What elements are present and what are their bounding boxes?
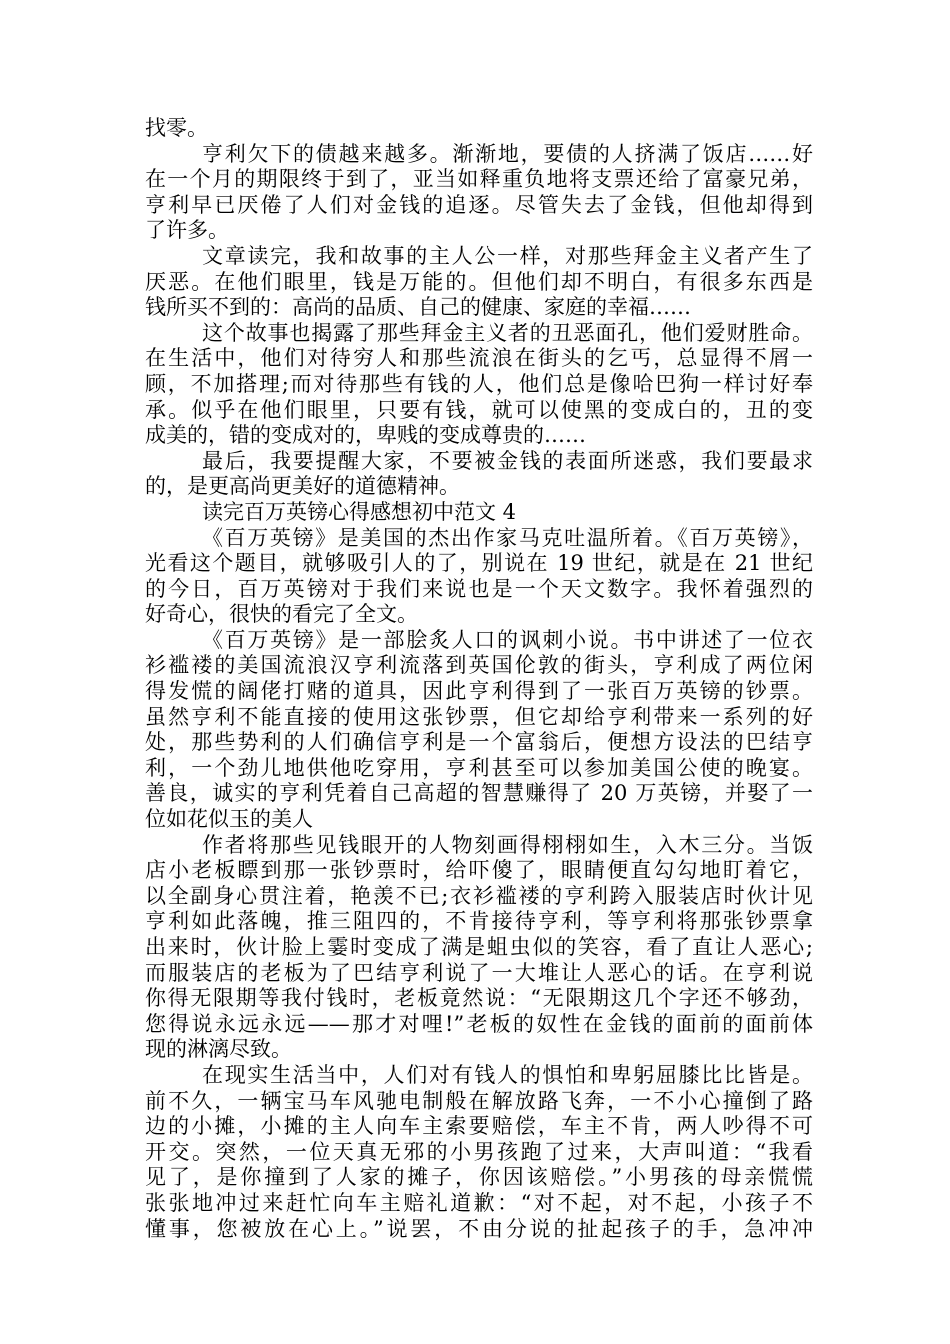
text-line: 前不久，一辆宝马车风驰电制般在解放路飞奔，一不小心撞倒了路	[145, 1088, 813, 1113]
text-line: 处，那些势利的人们确信亨利是一个富翁后，便想方设法的巴结亨	[145, 730, 813, 755]
text-line: 你得无限期等我付钱时，老板竟然说：“无限期这几个字还不够劲，	[145, 986, 813, 1011]
text-line: 的今日，百万英镑对于我们来说也是一个天文数字。我怀着强烈的	[145, 576, 813, 601]
text-line: 虽然亨利不能直接的使用这张钞票，但它却给亨利带来一系列的好	[145, 704, 813, 729]
text-line: 这个故事也揭露了那些拜金主义者的丑恶面孔，他们爱财胜命。	[202, 320, 813, 345]
text-line: 边的小摊，小摊的主人向车主索要赔偿，车主不肯，两人吵得不可	[145, 1114, 813, 1139]
document-page	[145, 116, 813, 1242]
text-line: 张张地冲过来赶忙向车主赔礼道歉：“对不起，对不起，小孩子不	[145, 1190, 813, 1215]
text-line: 在一个月的期限终于到了，亚当如释重负地将支票还给了富豪兄弟，	[145, 167, 813, 192]
text-line: 您得说永远永远——那才对哩!”老板的奴性在金钱的面前的面前体	[145, 1011, 813, 1036]
text-line: 亨利如此落魄，推三阻四的，不肯接待亨利，等亨利将那张钞票拿	[145, 909, 813, 934]
text-line: 找零。	[145, 116, 208, 140]
text-line: 善良，诚实的亨利凭着自己高超的智慧赚得了 20 万英镑，并娶了一	[145, 781, 813, 806]
text-line: 衫褴褛的美国流浪汉亨利流落到英国伦敦的街头，亨利成了两位闲	[145, 653, 813, 678]
text-line: 开交。突然，一位天真无邪的小男孩跑了过来，大声叫道：“我看	[145, 1139, 813, 1164]
text-line: 顾，不加搭理;而对待那些有钱的人，他们总是像哈巴狗一样讨好奉	[145, 371, 813, 396]
text-line: 承。似乎在他们眼里，只要有钱，就可以使黑的变成白的，丑的变	[145, 397, 813, 422]
text-line: 文章读完，我和故事的主人公一样，对那些拜金主义者产生了	[202, 243, 813, 268]
text-line: 而服装店的老板为了巴结亨利说了一大堆让人恶心的话。在亨利说	[145, 960, 813, 985]
text-line: 得发慌的阔佬打赌的道具，因此亨利得到了一张百万英镑的钞票。	[145, 679, 813, 704]
text-line: 的，是更高尚更美好的道德精神。	[145, 474, 460, 499]
text-line: 作者将那些见钱眼开的人物刻画得栩栩如生，入木三分。当饭	[202, 832, 813, 857]
text-line: 现的淋漓尽致。	[145, 1037, 292, 1062]
text-line: 钱所买不到的：高尚的品质、自己的健康、家庭的幸福……	[145, 295, 691, 320]
text-line: 厌恶。在他们眼里，钱是万能的。但他们却不明白，有很多东西是	[145, 269, 813, 294]
text-line: 位如花似玉的美人	[145, 807, 313, 832]
text-line: 在生活中，他们对待穷人和那些流浪在街头的乞丐，总显得不屑一	[145, 346, 813, 371]
text-line: 出来时，伙计脸上霎时变成了满是蛆虫似的笑容，看了直让人恶心;	[145, 935, 813, 959]
text-line: 在现实生活当中，人们对有钱人的惧怕和卑躬屈膝比比皆是。	[202, 1062, 813, 1087]
text-line: 利，一个劲儿地供他吃穿用，亨利甚至可以参加美国公使的晚宴。	[145, 755, 813, 780]
text-line: 了许多。	[145, 218, 229, 243]
text-line: 亨利欠下的债越来越多。渐渐地，要债的人挤满了饭店……好	[202, 141, 813, 166]
text-line: 好奇心，很快的看完了全文。	[145, 602, 418, 627]
text-line: 成美的，错的变成对的，卑贱的变成尊贵的……	[145, 423, 586, 448]
text-line: 读完百万英镑心得感想初中范文 4	[202, 499, 517, 524]
text-line: 懂事，您被放在心上。”说罢，不由分说的扯起孩子的手，急冲冲	[145, 1216, 813, 1241]
text-line: 最后，我要提醒大家，不要被金钱的表面所迷惑，我们要最求	[202, 448, 813, 473]
text-line: 《百万英镑》是美国的杰出作家马克吐温所着。《百万英镑》，	[202, 525, 813, 550]
text-line: 亨利早已厌倦了人们对金钱的追逐。尽管失去了金钱，但他却得到	[145, 192, 813, 217]
text-line: 见了，是你撞到了人家的摊子，你因该赔偿。”小男孩的母亲慌慌	[145, 1165, 813, 1190]
text-line: 光看这个题目，就够吸引人的了，别说在 19 世纪，就是在 21 世纪	[145, 551, 813, 576]
text-line: 店小老板瞟到那一张钞票时，给吓傻了，眼睛便直勾勾地盯着它，	[145, 858, 813, 883]
text-line: 《百万英镑》是一部脍炙人口的讽刺小说。书中讲述了一位衣	[202, 627, 813, 652]
text-line: 以全副身心贯注着，艳羡不已;衣衫褴褛的亨利跨入服装店时伙计见	[145, 883, 813, 908]
